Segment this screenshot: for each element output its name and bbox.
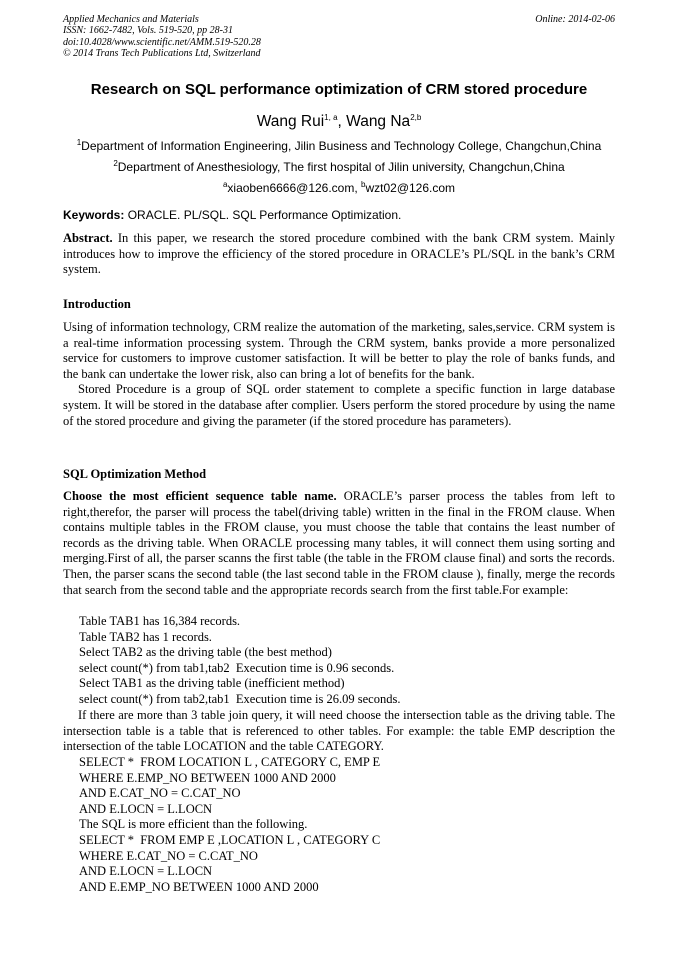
journal-header xyxy=(63,14,615,60)
paragraph: Using of information technology, CRM realize the automation of the marketing, sales,service. CRM system is a real-time information processing system. Through the CRM system, banks provide a more personalized service for customers to improve customer satisfaction. It will be better to play the role of banks funds, and the bank can undertake the lower risk, also can bring a lot of benefits for the bank. xyxy=(63,320,615,381)
email-address: wzt02@126.com xyxy=(365,181,456,195)
author-list: Wang Rui$^{1, a}$, Wang Na$^{2,b}$ xyxy=(256,113,422,131)
section-heading-sql-optimization: SQL Optimization Method xyxy=(63,467,207,481)
email-sup: a xyxy=(222,180,228,189)
example-lines xyxy=(79,614,615,708)
sql-method-paragraph-2 xyxy=(63,708,615,755)
sql-line: AND E.CAT_NO = C.CAT_NO xyxy=(79,786,241,801)
sql-line: AND E.LOCN = L.LOCN xyxy=(79,864,213,879)
example-line: Select TAB1 as the driving table (inefficient method) xyxy=(79,676,345,691)
email-address: xiaoben6666@126.com xyxy=(227,181,355,195)
example-line: Select TAB2 as the driving table (the best method) xyxy=(79,645,332,660)
abstract-label: Abstract. xyxy=(63,231,113,245)
affiliation-1 xyxy=(40,138,638,153)
abstract xyxy=(63,231,615,278)
sql-code-lines xyxy=(79,755,615,895)
introduction-body xyxy=(63,320,615,429)
keywords-label: Keywords: xyxy=(63,208,125,222)
sql-line: The SQL is more efficient than the following. xyxy=(79,817,308,832)
email-sup: b xyxy=(361,180,366,189)
author-name: Wang Na xyxy=(346,113,411,131)
online-date: Online: 2014-02-06 xyxy=(535,14,615,25)
abstract-text: In this paper, we research the stored procedure combined with the bank CRM system. Mainly introduces how to improve the efficiency of the stored procedure in ORACLE’s PL/SQL in the bank’s CRM system. xyxy=(63,231,615,277)
example-line: Table TAB1 has 16,384 records. xyxy=(79,614,241,628)
affiliation-text: Department of Information Engineering, Jilin Business and Technology College, Changchun,China xyxy=(81,139,602,153)
keywords xyxy=(63,208,615,222)
paragraph: ORACLE’s parser process the tables from left to right,therefor, the parser will process the tabel(driving table) written in the final in the FROM clause. When contains multiple tables in the FROM clause, you must choose the table that contains the least number of records as the driving table. When ORACLE processing many tables, it will connect them using sorting and merging.First of all, the parser scanns the first table (the table in the FROM clause final) and sorts the records. Then, the parser scans the second table (the last second table in the FROM clause ), finally, merge the records that search from the second table and the appropriate records search from the first table.For example: xyxy=(63,489,616,597)
journal-issn: ISSN: 1662-7482, Vols. 519-520, pp 28-31 xyxy=(63,25,233,37)
paragraph: Stored Procedure is a group of SQL order statement to complete a specific function in large database system. It will be stored in the database after complier. Users perform the stored procedure by using the name of the stored procedure and giving the parameter (if the stored procedure has parameters). xyxy=(63,382,615,428)
affiliation-sup: 1 xyxy=(76,138,82,147)
subsection-lead: Choose the most efficient sequence table name. xyxy=(63,489,337,503)
journal-doi: doi:10.4028/www.scientific.net/AMM.519-520.28 xyxy=(63,36,261,48)
author-sup: 2,b xyxy=(410,113,422,122)
email-line: $^a$xiaoben6666@126.com, $^b$wzt02@126.com xyxy=(222,180,456,195)
sql-line: SELECT * FROM LOCATION L , CATEGORY C, EMP E xyxy=(79,755,381,769)
sql-method-body xyxy=(63,489,615,598)
sql-line: AND E.EMP_NO BETWEEN 1000 AND 2000 xyxy=(79,879,319,894)
keywords-text: ORACLE. PL/SQL. SQL Performance Optimization. xyxy=(127,208,402,222)
author-name: Wang Rui xyxy=(256,113,325,131)
example-line: Table TAB2 has 1 records. xyxy=(79,629,212,644)
paragraph: If there are more than 3 table join query, it will need choose the intersection table as the driving table. The intersection table is a table that is referenced to other tables. For example: the table EMP description the intersection of the table LOCATION and the table CATEGORY. xyxy=(63,708,615,754)
affiliation-text: Department of Anesthesiology, The first hospital of Jilin university, Changchun,China xyxy=(117,160,565,174)
journal-copyright: © 2014 Trans Tech Publications Ltd, Switzerland xyxy=(63,48,261,60)
example-line: select count(*) from tab2,tab1 Execution time is 26.09 seconds. xyxy=(79,691,401,706)
sql-line: WHERE E.CAT_NO = C.CAT_NO xyxy=(79,848,258,863)
affiliation-sup: 2 xyxy=(113,159,118,168)
sql-line: SELECT * FROM EMP E ,LOCATION L , CATEGORY C xyxy=(79,832,381,847)
sql-line: AND E.LOCN = L.LOCN xyxy=(79,801,213,816)
author-sup: 1, a xyxy=(324,113,338,122)
affiliation-2 xyxy=(40,159,638,174)
sql-line: WHERE E.EMP_NO BETWEEN 1000 AND 2000 xyxy=(79,770,336,785)
paper-title: Research on SQL performance optimization of CRM stored procedure xyxy=(90,81,588,98)
journal-name: Applied Mechanics and Materials xyxy=(63,14,199,25)
example-line: select count(*) from tab1,tab2 Execution time is 0.96 seconds. xyxy=(79,660,395,675)
section-heading-introduction: Introduction xyxy=(63,297,131,311)
